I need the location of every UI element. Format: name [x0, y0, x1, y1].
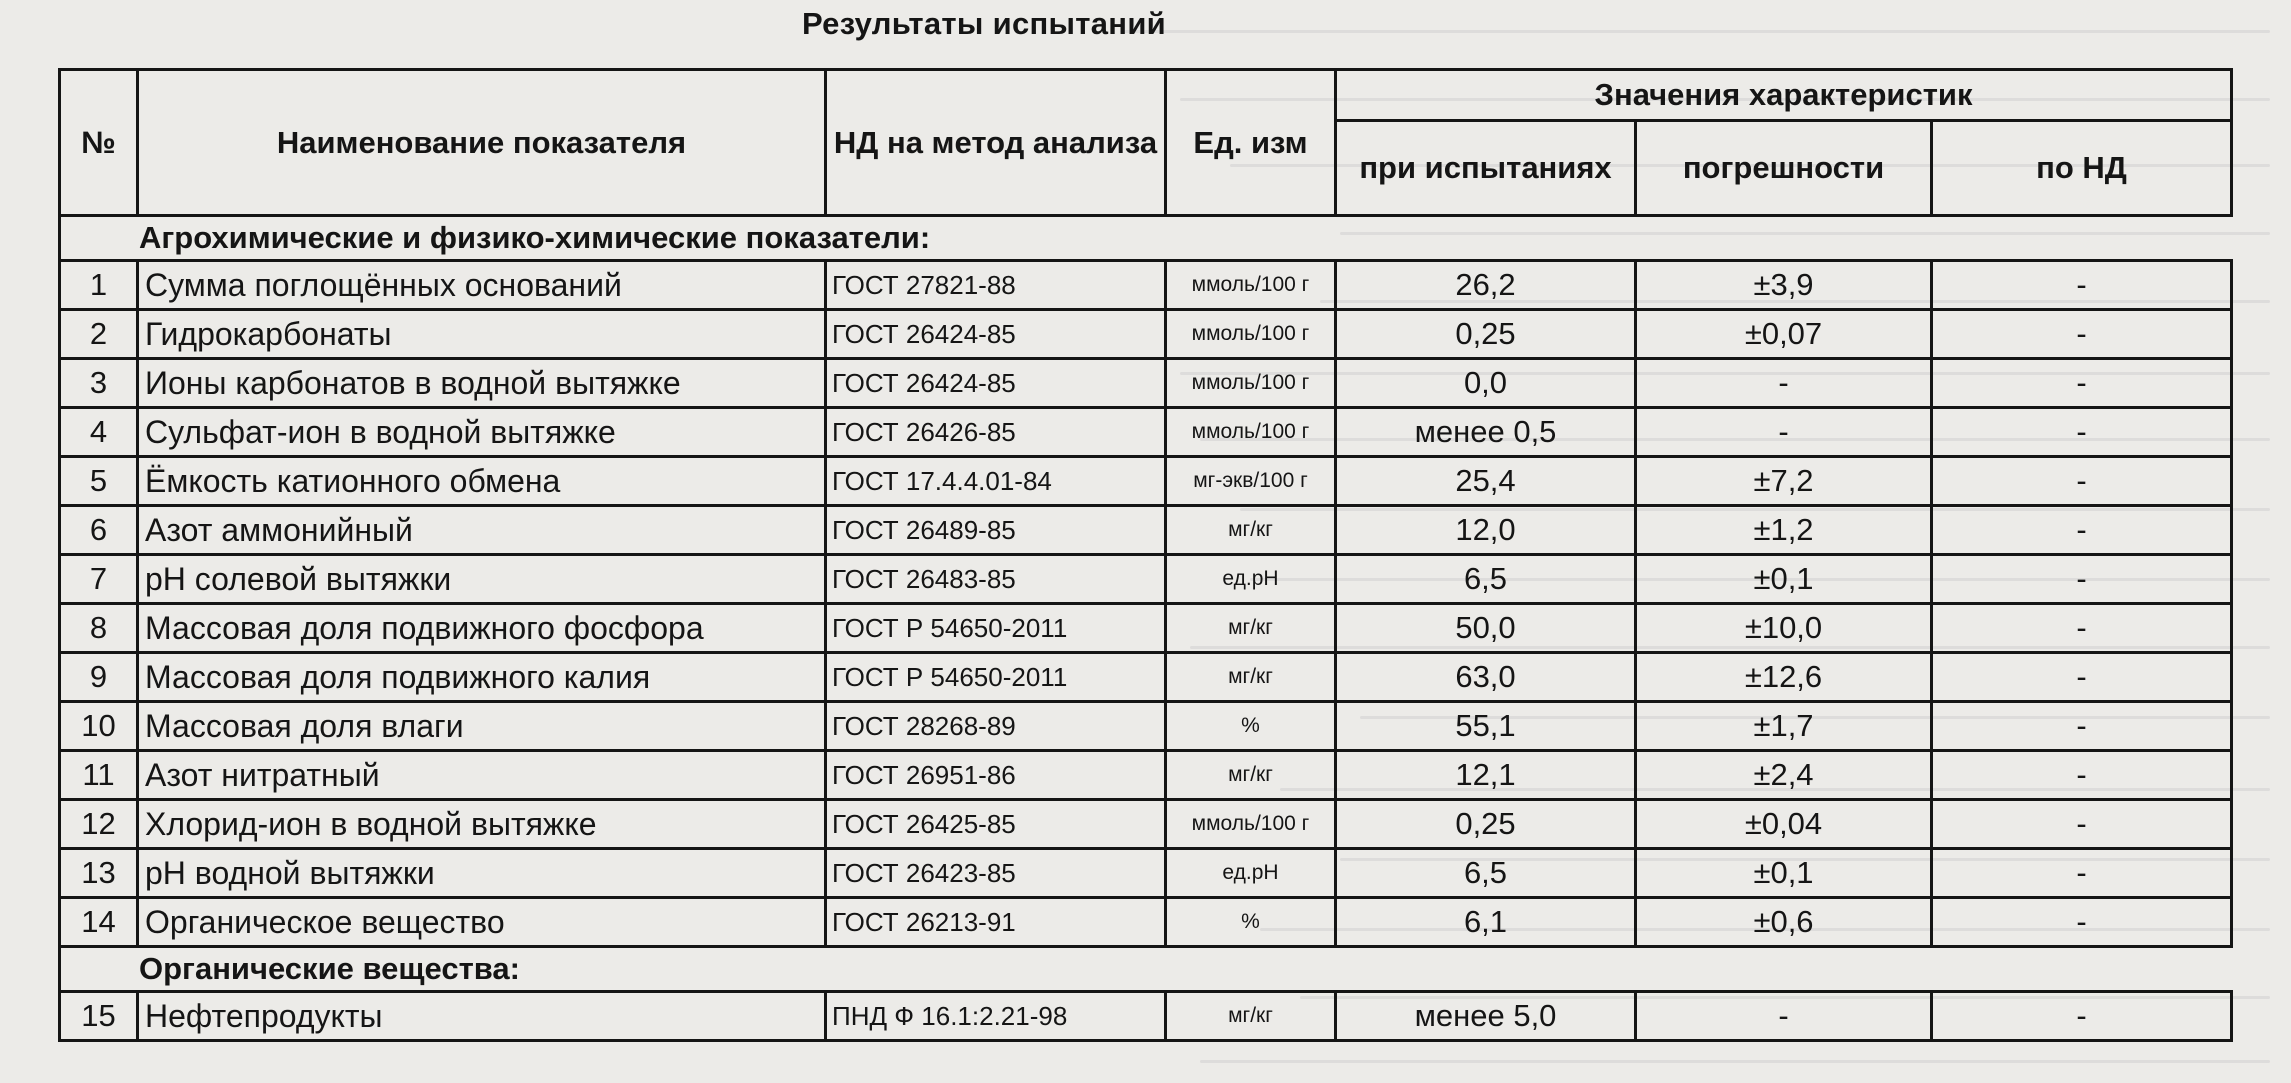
- table-row: [60, 408, 2232, 457]
- cell-num: 5: [60, 457, 138, 506]
- header-error: погрешности: [1636, 121, 1932, 216]
- cell-unit: мг/кг: [1166, 506, 1336, 555]
- cell-by-nd: -: [1932, 849, 2232, 898]
- cell-name: Хлорид-ион в водной вытяжке: [138, 800, 826, 849]
- cell-by-nd: -: [1932, 898, 2232, 947]
- header-unit: Ед. изм: [1166, 70, 1336, 216]
- table-row: [60, 359, 2232, 408]
- cell-num: 7: [60, 555, 138, 604]
- cell-value: 26,2: [1336, 261, 1636, 310]
- table-row: [60, 604, 2232, 653]
- cell-unit: мг/кг: [1166, 604, 1336, 653]
- cell-num: 14: [60, 898, 138, 947]
- cell-unit: мг-экв/100 г: [1166, 457, 1336, 506]
- cell-name: Массовая доля подвижного фосфора: [138, 604, 826, 653]
- cell-unit: мг/кг: [1166, 653, 1336, 702]
- header-name: Наименование показателя: [138, 70, 826, 216]
- cell-value: менее 5,0: [1336, 992, 1636, 1041]
- cell-num: 15: [60, 992, 138, 1041]
- cell-by-nd: -: [1932, 604, 2232, 653]
- table-row: [60, 310, 2232, 359]
- cell-name: Нефтепродукты: [138, 992, 826, 1041]
- cell-error: ±12,6: [1636, 653, 1932, 702]
- cell-value: 6,5: [1336, 849, 1636, 898]
- cell-nd: ГОСТ 27821-88: [826, 261, 1166, 310]
- cell-value: 6,5: [1336, 555, 1636, 604]
- cell-num: 9: [60, 653, 138, 702]
- cell-name: Азот нитратный: [138, 751, 826, 800]
- cell-error: ±0,1: [1636, 555, 1932, 604]
- cell-num: 12: [60, 800, 138, 849]
- cell-by-nd: -: [1932, 653, 2232, 702]
- section-title: Органические вещества:: [60, 947, 2232, 992]
- cell-by-nd: -: [1932, 800, 2232, 849]
- cell-unit: %: [1166, 898, 1336, 947]
- cell-name: Массовая доля подвижного калия: [138, 653, 826, 702]
- cell-value: 12,1: [1336, 751, 1636, 800]
- table-row: [60, 849, 2232, 898]
- header-nd-method: НД на метод анализа: [826, 70, 1166, 216]
- cell-error: ±10,0: [1636, 604, 1932, 653]
- cell-error: ±1,7: [1636, 702, 1932, 751]
- cell-unit: ммоль/100 г: [1166, 261, 1336, 310]
- cell-unit: ммоль/100 г: [1166, 359, 1336, 408]
- cell-error: ±2,4: [1636, 751, 1932, 800]
- table-row: [60, 653, 2232, 702]
- cell-name: Ионы карбонатов в водной вытяжке: [138, 359, 826, 408]
- cell-nd: ГОСТ 28268-89: [826, 702, 1166, 751]
- cell-unit: ед.pH: [1166, 555, 1336, 604]
- cell-by-nd: -: [1932, 359, 2232, 408]
- cell-by-nd: -: [1932, 506, 2232, 555]
- cell-num: 2: [60, 310, 138, 359]
- cell-nd: ПНД Ф 16.1:2.21-98: [826, 992, 1166, 1041]
- cell-value: 0,25: [1336, 800, 1636, 849]
- cell-unit: ммоль/100 г: [1166, 310, 1336, 359]
- cell-by-nd: -: [1932, 555, 2232, 604]
- cell-error: ±0,04: [1636, 800, 1932, 849]
- cell-name: Массовая доля влаги: [138, 702, 826, 751]
- cell-by-nd: -: [1932, 751, 2232, 800]
- cell-name: pH солевой вытяжки: [138, 555, 826, 604]
- cell-num: 8: [60, 604, 138, 653]
- cell-num: 6: [60, 506, 138, 555]
- cell-error: ±3,9: [1636, 261, 1932, 310]
- cell-name: pH водной вытяжки: [138, 849, 826, 898]
- table-body: [60, 216, 2232, 1041]
- section-title: Агрохимические и физико-химические показатели:: [60, 216, 2232, 261]
- cell-value: 63,0: [1336, 653, 1636, 702]
- cell-name: Органическое вещество: [138, 898, 826, 947]
- cell-error: ±0,6: [1636, 898, 1932, 947]
- cell-nd: ГОСТ 26424-85: [826, 359, 1166, 408]
- header-by-nd: по НД: [1932, 121, 2232, 216]
- cell-nd: ГОСТ 26425-85: [826, 800, 1166, 849]
- cell-by-nd: -: [1932, 310, 2232, 359]
- cell-nd: ГОСТ 26489-85: [826, 506, 1166, 555]
- cell-num: 3: [60, 359, 138, 408]
- cell-name: Ёмкость катионного обмена: [138, 457, 826, 506]
- page-title: Результаты испытаний: [801, 6, 1167, 41]
- cell-value: менее 0,5: [1336, 408, 1636, 457]
- table-row: [60, 261, 2232, 310]
- cell-nd: ГОСТ 26424-85: [826, 310, 1166, 359]
- table-row: [60, 702, 2232, 751]
- cell-value: 55,1: [1336, 702, 1636, 751]
- header-values-group: Значения характеристик: [1336, 70, 2232, 121]
- cell-value: 0,0: [1336, 359, 1636, 408]
- table-row: [60, 992, 2232, 1041]
- cell-nd: ГОСТ 17.4.4.01-84: [826, 457, 1166, 506]
- cell-num: 11: [60, 751, 138, 800]
- header-at-test: при испытаниях: [1336, 121, 1636, 216]
- cell-unit: %: [1166, 702, 1336, 751]
- cell-by-nd: -: [1932, 408, 2232, 457]
- table-row: [60, 898, 2232, 947]
- cell-error: -: [1636, 359, 1932, 408]
- table-row: [60, 555, 2232, 604]
- cell-unit: мг/кг: [1166, 751, 1336, 800]
- table-row: [60, 800, 2232, 849]
- cell-nd: ГОСТ 26483-85: [826, 555, 1166, 604]
- cell-value: 25,4: [1336, 457, 1636, 506]
- cell-nd: ГОСТ 26426-85: [826, 408, 1166, 457]
- table-row: [60, 751, 2232, 800]
- cell-unit: ммоль/100 г: [1166, 800, 1336, 849]
- results-table: [58, 68, 2233, 1042]
- cell-nd: ГОСТ Р 54650-2011: [826, 604, 1166, 653]
- cell-name: Сульфат-ион в водной вытяжке: [138, 408, 826, 457]
- cell-value: 50,0: [1336, 604, 1636, 653]
- section-row: [60, 947, 2232, 992]
- cell-unit: ед.pH: [1166, 849, 1336, 898]
- cell-unit: мг/кг: [1166, 992, 1336, 1041]
- table-row: [60, 506, 2232, 555]
- cell-unit: ммоль/100 г: [1166, 408, 1336, 457]
- cell-by-nd: -: [1932, 261, 2232, 310]
- cell-error: ±1,2: [1636, 506, 1932, 555]
- cell-error: ±7,2: [1636, 457, 1932, 506]
- table-header: [60, 70, 2232, 216]
- cell-num: 10: [60, 702, 138, 751]
- cell-error: -: [1636, 992, 1932, 1041]
- cell-num: 13: [60, 849, 138, 898]
- cell-value: 0,25: [1336, 310, 1636, 359]
- cell-nd: ГОСТ 26423-85: [826, 849, 1166, 898]
- cell-by-nd: -: [1932, 702, 2232, 751]
- header-num: №: [60, 70, 138, 216]
- cell-name: Азот аммонийный: [138, 506, 826, 555]
- cell-error: ±0,1: [1636, 849, 1932, 898]
- section-row: [60, 216, 2232, 261]
- cell-nd: ГОСТ Р 54650-2011: [826, 653, 1166, 702]
- cell-name: Гидрокарбонаты: [138, 310, 826, 359]
- cell-nd: ГОСТ 26951-86: [826, 751, 1166, 800]
- cell-name: Сумма поглощённых оснований: [138, 261, 826, 310]
- cell-by-nd: -: [1932, 992, 2232, 1041]
- cell-error: ±0,07: [1636, 310, 1932, 359]
- cell-value: 6,1: [1336, 898, 1636, 947]
- cell-nd: ГОСТ 26213-91: [826, 898, 1166, 947]
- cell-num: 1: [60, 261, 138, 310]
- cell-by-nd: -: [1932, 457, 2232, 506]
- cell-value: 12,0: [1336, 506, 1636, 555]
- cell-num: 4: [60, 408, 138, 457]
- table-row: [60, 457, 2232, 506]
- cell-error: -: [1636, 408, 1932, 457]
